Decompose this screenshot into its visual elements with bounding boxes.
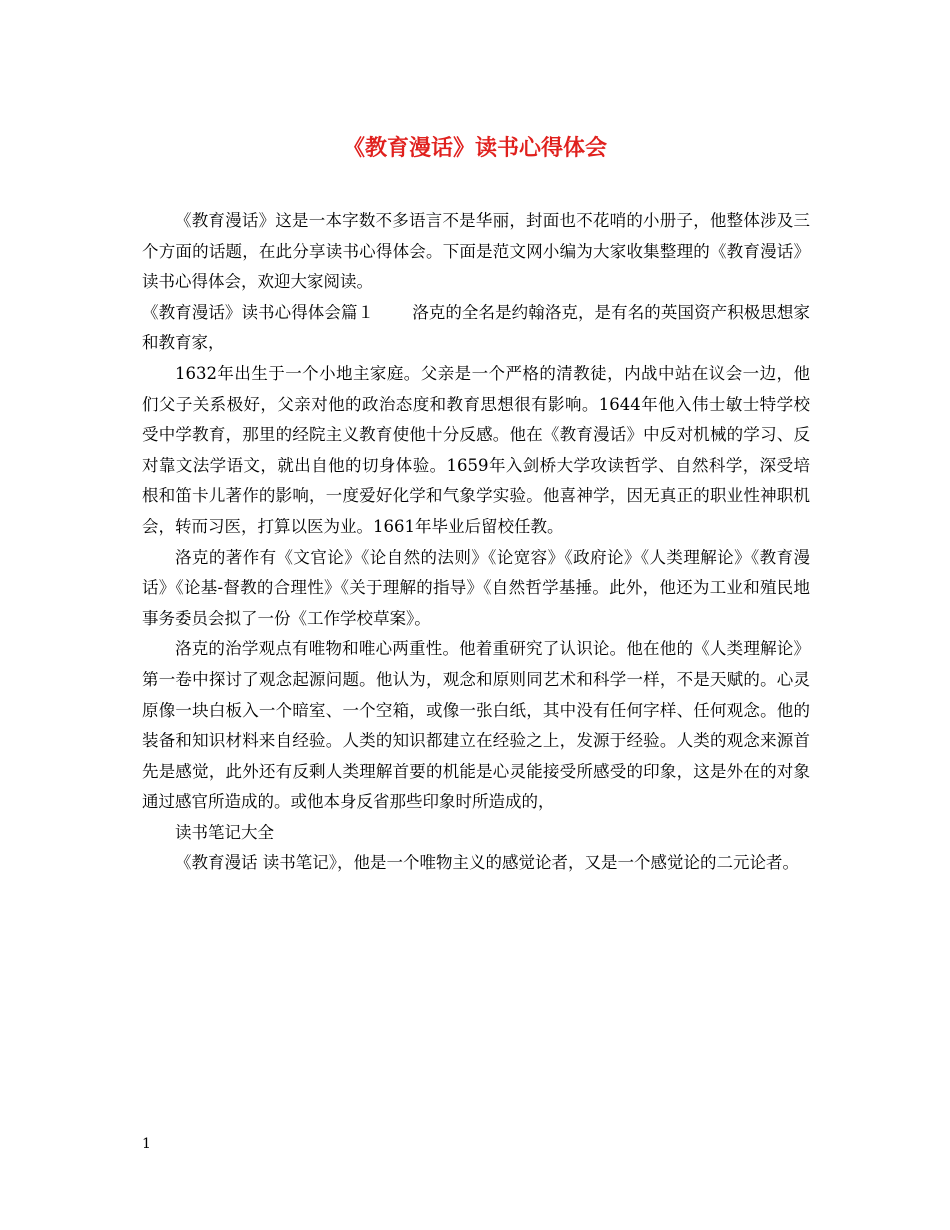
- philosophy-paragraph: 洛克的治学观点有唯物和唯心两重性。他着重研究了认识论。他在他的《人类理解论》第一卷中探讨了观念起源问题。他认为，观念和原则同艺术和科学一样，不是天赋的。心灵原像一块白板入一个暗室、一个空箱，或像一张白纸，其中没有任何字样、任何观念。他的装备和知识材料来自经验。人类的知识都建立在经验之上，发源于经验。人类的观念来源首先是感觉，此外还有反剩人类理解首要的机能是心灵能接受所感受的印象，这是外在的对象通过感官所造成的。或他本身反省那些印象时所造成的，: [142, 639, 810, 812]
- document-title: 《教育漫话》读书心得体会: [342, 135, 607, 161]
- section-heading: 《教育漫话》读书心得体会篇１: [142, 302, 375, 322]
- notes-heading: 读书笔记大全: [175, 822, 274, 842]
- biography-paragraph: 1632年出生于一个小地主家庭。父亲是一个严格的清教徒，内战中站在议会一边，他们父子关系极好，父亲对他的政治态度和教育思想很有影响。1644年他入伟士敏士特学校受中学教育，那里的经院主义教育使他十分反感。他在《教育漫话》中反对机械的学习、反对靠文法学语文，就出自他的切身体验。1659年入剑桥大学攻读哲学、自然科学，深受培根和笛卡儿著作的影响，一度爱好化学和气象学实验。他喜神学，因无真正的职业性神职机会，转而习医，打算以医为业。1661年毕业后留校任教。: [142, 363, 810, 536]
- section-lead: 洛克的全名是约翰洛克，是有名的英国资产积极思想家和教育家，: [142, 302, 811, 353]
- page-number: 1: [142, 1136, 151, 1152]
- intro-paragraph: 《教育漫话》这是一本字数不多语言不是华丽，封面也不花哨的小册子，他整体涉及三个方面的话题，在此分享读书心得体会。下面是范文网小编为大家收集整理的《教育漫话》读书心得体会，欢迎大家阅读。: [142, 211, 810, 292]
- closing-paragraph: 《教育漫话 读书笔记》，他是一个唯物主义的感觉论者，又是一个感觉论的二元论者。: [175, 853, 799, 873]
- works-paragraph: 洛克的著作有《文官论》《论自然的法则》《论宽容》《政府论》《人类理解论》《教育漫话》《论基-督教的合理性》《关于理解的指导》《自然哲学基捶。此外，他还为工业和殖民地事务委员会拟了一份《工作学校草案》。: [142, 547, 810, 628]
- section-paragraph: [142, 298, 810, 359]
- document-body: [142, 206, 810, 879]
